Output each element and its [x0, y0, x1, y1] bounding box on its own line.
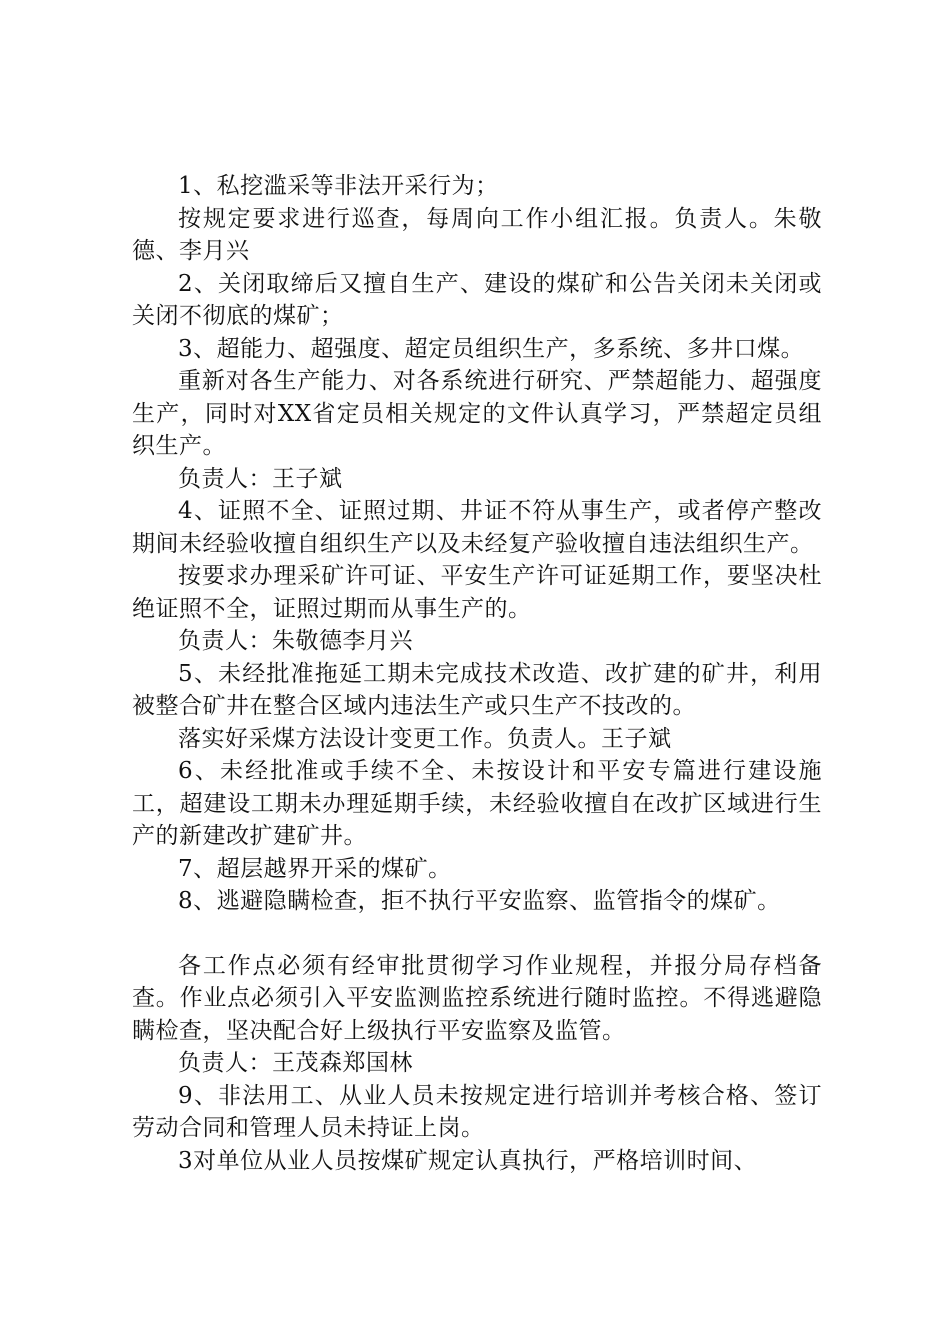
- paragraph-item-2: 2、关闭取缔后又擅自生产、建设的煤矿和公告关闭未关闭或关闭不彻底的煤矿；: [132, 270, 822, 329]
- paragraph-responsible-person: 负责人：朱敬德李月兴: [178, 628, 413, 654]
- paragraph-item-9: 9、非法用工、从业人员未按规定进行培训并考核合格、签订劳动合同和管理人员未持证上岗。: [132, 1082, 822, 1141]
- paragraph-item-4: 4、证照不全、证照过期、井证不符从事生产，或者停产整改期间未经验收擅自组织生产以及未经复产验收擅自违法组织生产。: [132, 498, 822, 557]
- paragraph-responsibility-patrol: 按规定要求进行巡查，每周向工作小组汇报。负责人。朱敬德、李月兴: [132, 205, 822, 264]
- paragraph-item-5: 5、未经批准拖延工期未完成技术改造、改扩建的矿井，利用被整合矿井在整合区域内违法生产或只生产不技改的。: [132, 660, 822, 719]
- paragraph-work-site-rules: 各工作点必须有经审批贯彻学习作业规程，并报分局存档备查。作业点必须引入平安监测监控系统进行随时监控。不得逃避隐瞒检查，坚决配合好上级执行平安监察及监管。: [132, 952, 822, 1044]
- paragraph-item-8: 8、逃避隐瞒检查，拒不执行平安监察、监管指令的煤矿。: [178, 888, 781, 914]
- paragraph-responsible-person: 负责人：王茂森郑国林: [178, 1050, 413, 1076]
- document-body: [132, 170, 822, 1177]
- paragraph-item-6: 6、未经批准或手续不全、未按设计和平安专篇进行建设施工，超建设工期未办理延期手续，未经验收擅自在改扩区域进行生产的新建改扩建矿井。: [132, 758, 822, 849]
- paragraph-license-extension: 按要求办理采矿许可证、平安生产许可证延期工作，要坚决杜绝证照不全，证照过期而从事生产的。: [132, 563, 822, 622]
- paragraph-responsible-person: 负责人：王子斌: [178, 465, 343, 492]
- paragraph-item-3: 3、超能力、超强度、超定员组织生产，多系统、多井口煤。: [178, 335, 805, 362]
- paragraph-mining-method-change: 落实好采煤方法设计变更工作。负责人。王子斌: [178, 725, 672, 752]
- paragraph-item-1: 1、私挖滥采等非法开采行为；: [178, 173, 499, 199]
- paragraph-training-requirement: 3对单位从业人员按煤矿规定认真执行，严格培训时间、: [178, 1147, 758, 1174]
- paragraph-item-7: 7、超层越界开采的煤矿。: [178, 855, 452, 882]
- paragraph-capacity-review: 重新对各生产能力、对各系统进行研究、严禁超能力、超强度生产，同时对XX省定员相关规定的文件认真学习，严禁超定员组织生产。: [132, 368, 822, 459]
